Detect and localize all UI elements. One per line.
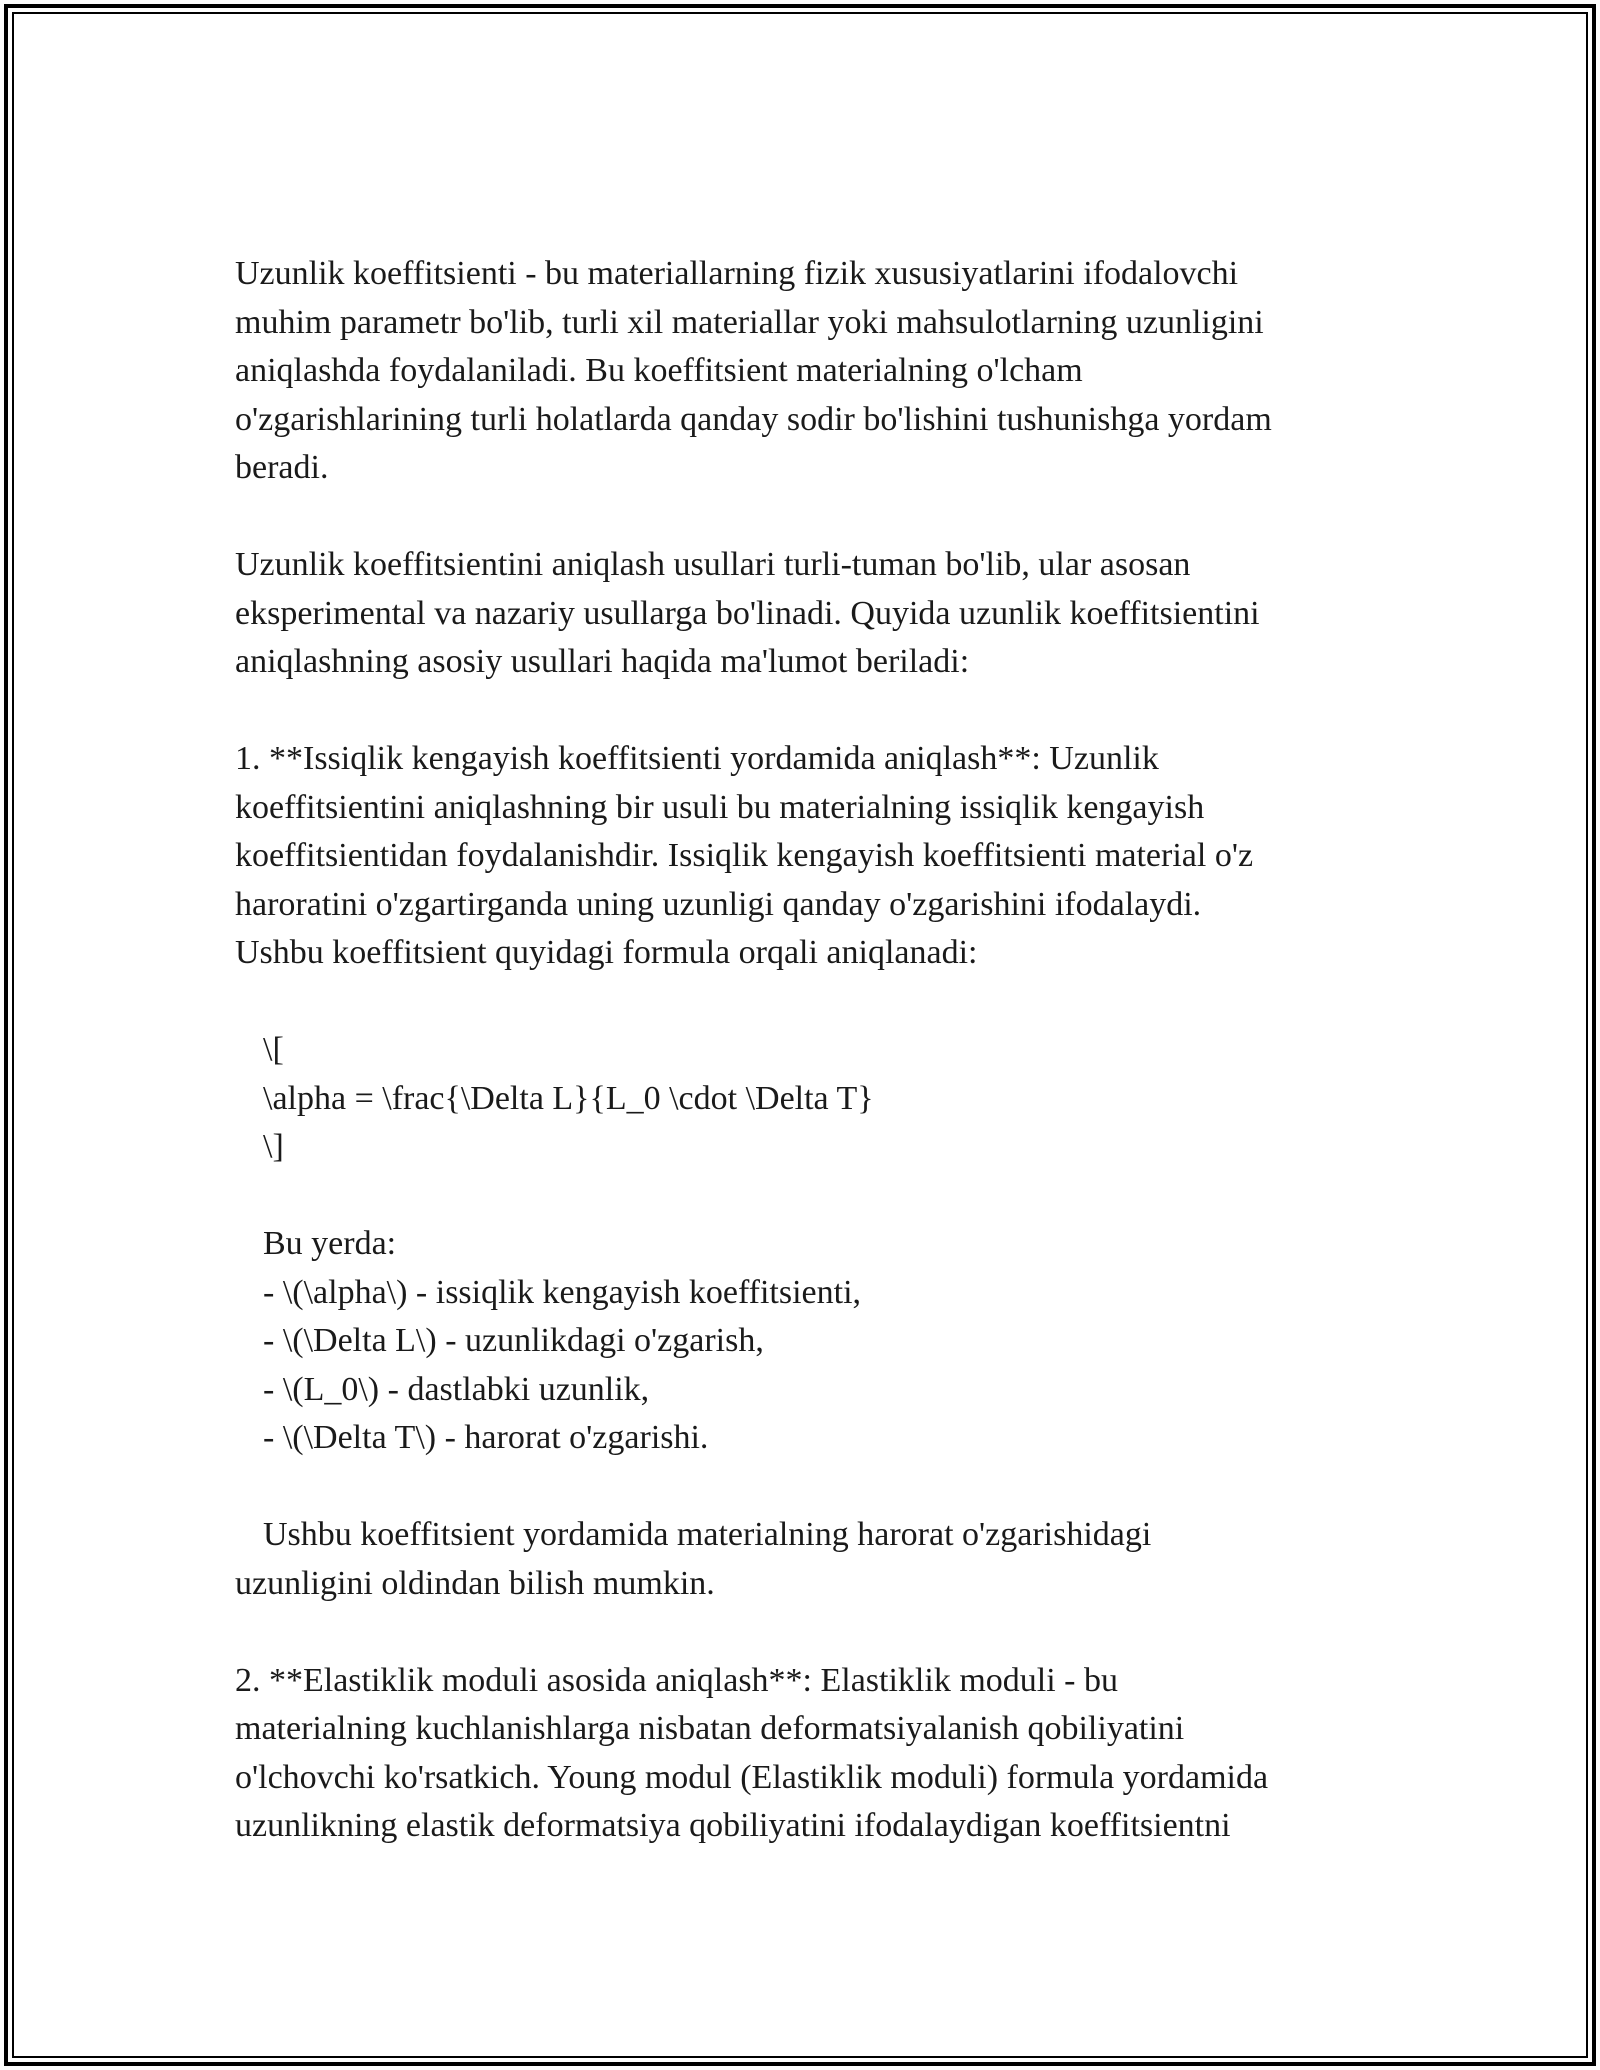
paragraph-method-2 xyxy=(235,1657,1385,1851)
text-line: Ushbu koeffitsient quyidagi formula orqali aniqlanadi: xyxy=(235,934,978,971)
text-line: haroratini o'zgartirganda uning uzunligi qanday o'zgarishini ifodalaydi. xyxy=(235,885,1202,923)
formula-line: \] xyxy=(263,1128,284,1165)
text-line: uzunligini oldindan bilish mumkin. xyxy=(235,1564,715,1602)
paragraph-methods xyxy=(235,541,1385,687)
text-line: Uzunlik koeffitsienti - bu materiallarning fizik xususiyatlarini ifodalovchi xyxy=(235,255,1239,292)
formula-line: \alpha = \frac{\Delta L}{L_0 \cdot \Delta T} xyxy=(263,1079,874,1117)
text-line: materialning kuchlanishlarga nisbatan deformatsiyalanish qobiliyatini xyxy=(235,1710,1185,1747)
definitions-list xyxy=(235,1220,1385,1463)
paragraph-spacer xyxy=(235,1608,1385,1657)
text-line: 1. **Issiqlik kengayish koeffitsienti yordamida aniqlash**: Uzunlik xyxy=(235,740,1159,777)
text-line: o'lchovchi ko'rsatkich. Young modul (Elastiklik moduli) formula yordamida xyxy=(235,1758,1269,1796)
paragraph-conclusion xyxy=(235,1511,1385,1608)
document-body xyxy=(235,250,1385,1851)
text-line: aniqlashning asosiy usullari haqida ma'lumot beriladi: xyxy=(235,643,970,680)
list-item: - \(\Delta L\) - uzunlikdagi o'zgarish, xyxy=(263,1322,764,1359)
text-line: Uzunlik koeffitsientini aniqlash usullari turli-tuman bo'lib, ular asosan xyxy=(235,546,1191,583)
formula-line: \[ xyxy=(263,1031,284,1068)
definitions-intro: Bu yerda: xyxy=(263,1225,397,1262)
text-line: koeffitsientini aniqlashning bir usuli bu materialning issiqlik kengayish xyxy=(235,788,1205,826)
paragraph-spacer xyxy=(235,978,1385,1027)
list-item: - \(\alpha\) - issiqlik kengayish koeffitsienti, xyxy=(263,1273,862,1311)
text-line: eksperimental va nazariy usullarga bo'linadi. Quyida uzunlik koeffitsientini xyxy=(235,594,1260,632)
text-line: uzunlikning elastik deformatsiya qobiliyatini ifodalaydigan koeffitsientni xyxy=(235,1807,1231,1844)
formula-block xyxy=(235,1026,1385,1172)
list-item: - \(L_0\) - dastlabki uzunlik, xyxy=(263,1370,650,1408)
paragraph-spacer xyxy=(235,1172,1385,1221)
paragraph-spacer xyxy=(235,687,1385,736)
text-line: 2. **Elastiklik moduli asosida aniqlash**: Elastiklik moduli - bu xyxy=(235,1661,1118,1699)
text-line: koeffitsientidan foydalanishdir. Issiqlik kengayish koeffitsienti material o'z xyxy=(235,837,1254,874)
list-item: - \(\Delta T\) - harorat o'zgarishi. xyxy=(263,1419,709,1456)
text-line: Ushbu koeffitsient yordamida materialning harorat o'zgarishidagi xyxy=(263,1516,1152,1553)
paragraph-method-1 xyxy=(235,735,1385,978)
paragraph-spacer xyxy=(235,1463,1385,1512)
text-line: o'zgarishlarining turli holatlarda qanday sodir bo'lishini tushunishga yordam xyxy=(235,400,1272,438)
text-line: aniqlashda foydalaniladi. Bu koeffitsient materialning o'lcham xyxy=(235,352,1083,389)
text-line: muhim parametr bo'lib, turli xil materiallar yoki mahsulotlarning uzunligini xyxy=(235,303,1264,341)
paragraph-intro xyxy=(235,250,1385,493)
text-line: beradi. xyxy=(235,449,329,486)
paragraph-spacer xyxy=(235,493,1385,542)
